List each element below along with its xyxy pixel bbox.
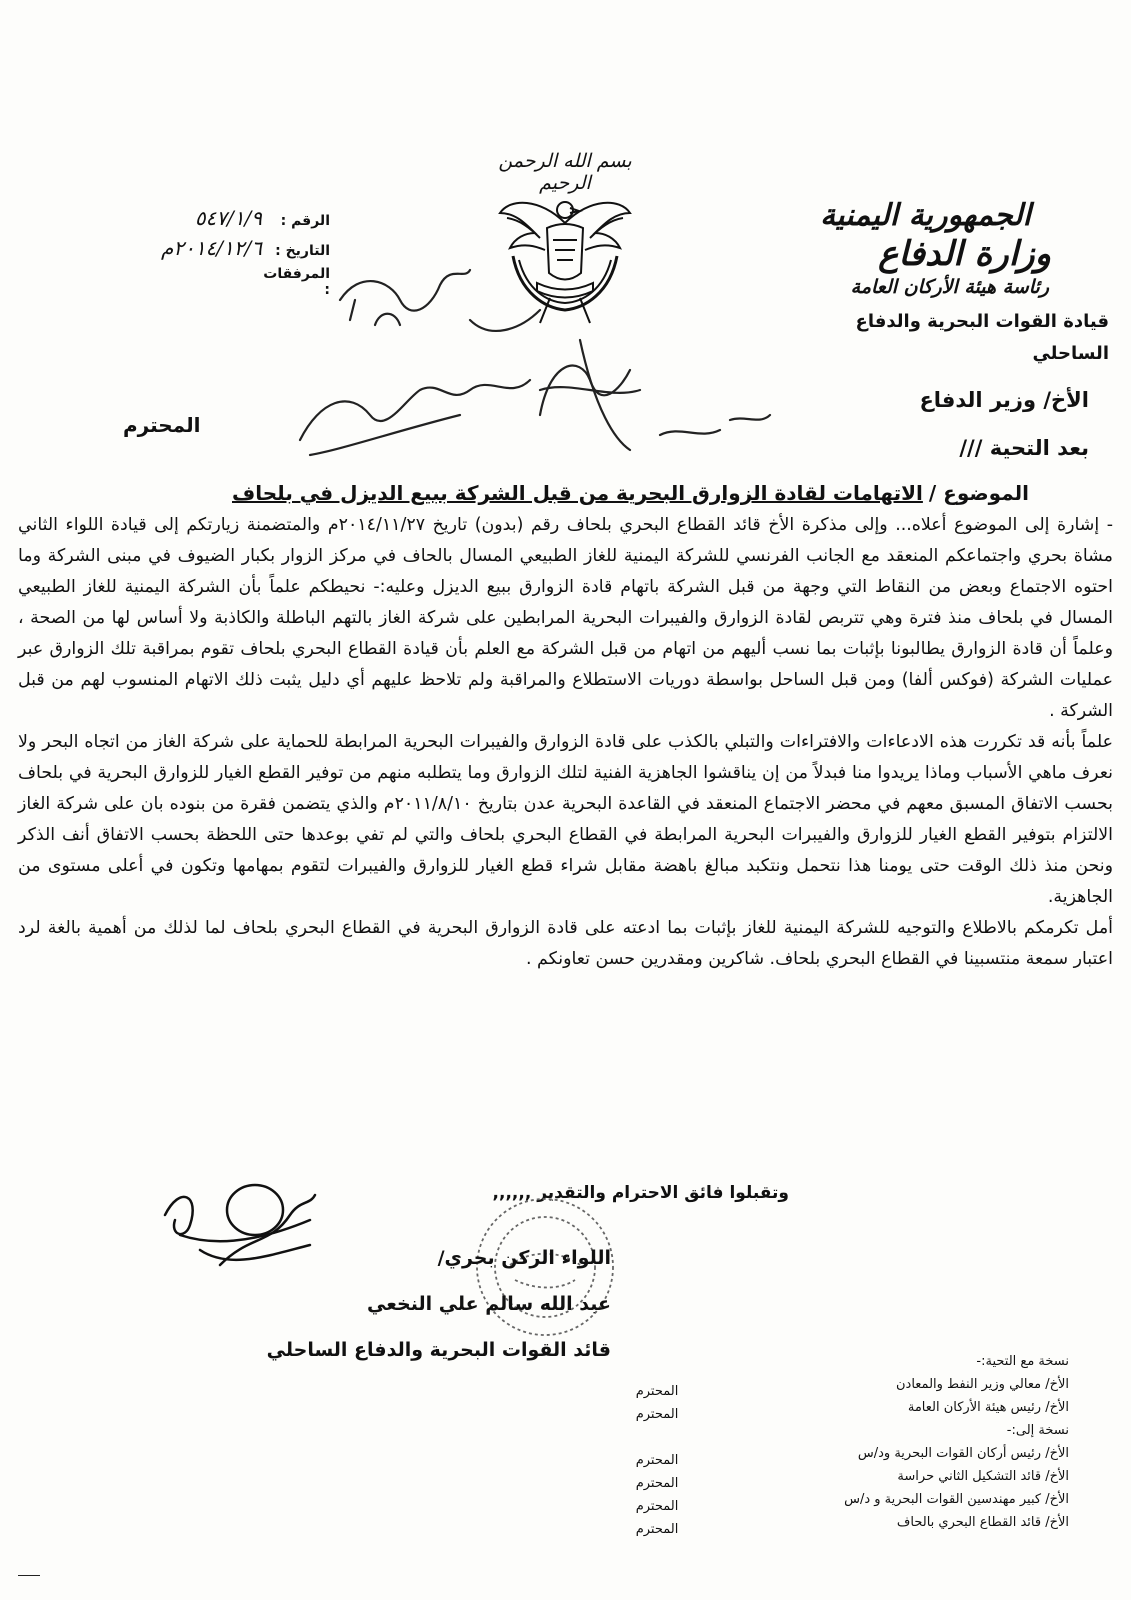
meta-number-row: [95, 206, 330, 236]
addressee: الأخ/ وزير الدفاع: [919, 388, 1089, 412]
closing-line: وتقبلوا فائق الاحترام والتقدير ,,,,,,: [492, 1183, 789, 1203]
letter-body: [18, 510, 1113, 975]
cc-recipient: الأخ/ قائد القطاع البحري بالحاف: [896, 1515, 1069, 1530]
org-line-ministry: وزارة الدفاع: [878, 234, 1051, 274]
copies-list: [649, 1350, 1069, 1534]
body-paragraph-1: - إشارة إلى الموضوع أعلاه... وإلى مذكرة الأخ قائد القطاع البحري بلحاف رقم (بدون) تاريخ ٢٠١٤/١١/٢٧م والمتضمنة زيارتكم إلى قيادة اللواء الثاني مشاة بحري واجتماعكم المنعقد مع الجانب الفرنسي للشركة اليمنية للغاز الطبيعي المسال بالحاف في مركز الزوار بكبار الضيوف في مبنى الشركة وما احتوه الاجتماع وبعض من النقاط التي وجهة من قبل الشركة باتهام قادة الزوارق ببيع الديزل وعليه:- نحيطكم علماً بأن الشركة اليمنية للغاز الطبيعي المسال في بلحاف منذ فترة وهي تتربص لقادة الزوارق والفيبرات البحرية المرابطين على شركة الغاز بالتهم الباطلة والكاذبة ولا أساس لها من الصحة ، وعلماً أن قادة الزوارق يطالبونا بإثبات بما نسب أليهم من اتهام من قبل الشركة مع العلم بأن قيادة القطاع البحري بلحاف تقوم بمراقبة تلك الزوارق عبر عمليات الشركة (فوكس ألفا) ومن قبل الساحل بواسطة دوريات الاستطلاع والمراقبة ولم تلاحظ عليهم أي دليل يثبت ذلك الاتهام المنسوب لهم من قبل الشركة .: [18, 515, 1113, 721]
subject-text: الاتهامات لقادة الزوارق البحرية من قبل الشركة ببيع الديزل في بلحاف: [232, 481, 923, 505]
subject-label: الموضوع /: [928, 481, 1029, 505]
body-paragraph-3: أمل تكرمكم بالاطلاع والتوجيه للشركة اليمنية للغاز بإثبات بما ادعته على قادة الزوارق البحرية في القطاع البحري بلحاف لما لذلك من أهمية بالغة لرد اعتبار سمعة منتسبينا في القطاع البحري بلحاف. شاكرين ومقدرين حسن تعاونكم .: [18, 918, 1113, 969]
cc-recipient: الأخ/ قائد التشكيل الثاني حراسة: [897, 1469, 1069, 1484]
greeting: بعد التحية ///: [959, 436, 1089, 460]
meta-number-value: ٥٤٧/١/٩: [194, 206, 262, 230]
bismillah-heading: بسم الله الرحمن الرحيم: [498, 150, 632, 194]
cc-respect: المحترم: [635, 1522, 679, 1537]
signer-title: قائد القوات البحرية والدفاع الساحلي: [266, 1339, 611, 1361]
signer-name: عبد الله سالم علي النخعي: [367, 1293, 611, 1315]
cc-header-with-greeting: نسخة مع التحية:-: [976, 1354, 1069, 1369]
cc-respect: المحترم: [635, 1499, 679, 1514]
org-line-chief-of-staff: رئاسة هيئة الأركان العامة: [850, 276, 1049, 298]
cc-respect: المحترم: [635, 1453, 679, 1468]
meta-number-label: الرقم :: [280, 213, 330, 229]
cc-header-to: نسخة إلى:-: [1006, 1423, 1069, 1438]
body-paragraph-2: علماً بأنه قد تكررت هذه الادعاءات والافتراءات والتبلي بالكذب على قادة الزوارق والفيبرات البحرية المرابطة للحماية على شركة الغاز من اتجاه البحر ولا نعرف ماهي الأسباب وماذا يريدوا منا فبدلاً من إن يناقشوا الجاهزية الفنية لتلك الزوارق وما يتطلبه منهم من توفير القطع الغيار للزوارق البحرية في بلحاف بحسب الاتفاق المسبق معهم في محضر الاجتماع المنعقد في القاعدة البحرية عدن بتاريخ ٢٠١١/٨/١٠م والذي يتضمن فقرة من بنوده بان على شركة الغاز الالتزام بتوفير القطع الغيار للزوارق والفيبرات البحرية المرابطة في القطاع البحري بلحاف والتي لم تفي بوعدها حتى اللحظة بحسب الاتفاق أنف الذكر ونحن منذ ذلك الوقت حتى يومنا هذا نتحمل ونتكبد مبالغ باهضة مقابل شراء قطع الغيار للزوارق والفيبرات لتقوم بمهامها وتكون في أعلى مستوى من الجاهزية.: [18, 732, 1113, 907]
meta-date-label: التاريخ :: [275, 243, 330, 259]
meta-attachments-label: المرفقات :: [263, 266, 330, 298]
addressee-respect: المحترم: [123, 413, 201, 437]
page-edge-mark: [18, 1575, 40, 1576]
cc-recipient: الأخ/ معالي وزير النفط والمعادن: [895, 1377, 1069, 1392]
meta-date-value: ٢٠١٤/١٢/٦م: [160, 236, 262, 260]
cc-recipient: الأخ/ كبير مهندسين القوات البحرية و د/س: [844, 1492, 1069, 1507]
cc-respect: المحترم: [635, 1476, 679, 1491]
handwritten-annotation-icon: [280, 240, 840, 500]
cc-respect: المحترم: [635, 1407, 679, 1422]
org-line-republic: الجمهورية اليمنية: [820, 198, 1031, 233]
org-line-naval-command: قيادة القوات البحرية والدفاع الساحلي: [855, 311, 1109, 364]
cc-recipient: الأخ/ رئيس هيئة الأركان العامة: [907, 1400, 1069, 1415]
signature-block: [191, 1235, 611, 1373]
signer-rank: اللواء الركن بحري/: [437, 1247, 611, 1269]
cc-respect: المحترم: [635, 1384, 679, 1399]
cc-recipient: الأخ/ رئيس أركان القوات البحرية ود/س: [857, 1446, 1069, 1461]
subject-line: [69, 476, 1029, 510]
copies-respect-column: [622, 1380, 692, 1541]
